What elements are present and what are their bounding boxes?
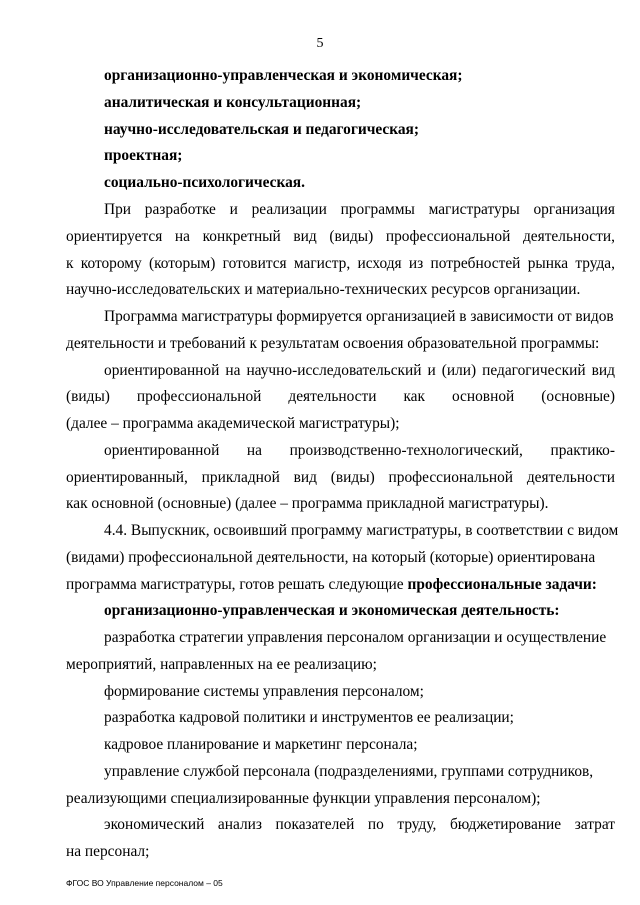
word: вид: [293, 228, 317, 245]
activity-type-3: научно-исследовательская и педагогическая;: [104, 121, 420, 138]
word: производственно-технологический,: [289, 442, 523, 459]
activity-type-5: социально-психологическая.: [104, 174, 305, 191]
word: анализ: [217, 816, 262, 833]
word: рынка: [527, 255, 569, 272]
word: профессиональной: [136, 388, 262, 405]
task-item-continuation: мероприятий, направленных на ее реализацию;: [66, 656, 377, 673]
word: магистр,: [293, 255, 351, 272]
paragraph-line: [66, 254, 615, 274]
word: профессиональной: [388, 469, 514, 486]
word: затрат: [574, 816, 615, 833]
word: деятельности,: [522, 228, 615, 245]
task-item: разработка стратегии управления персоналом организации и осуществление: [104, 629, 607, 646]
paragraph-line: деятельности и требований к результатам освоения образовательной программы:: [66, 335, 600, 352]
word: (виды): [330, 469, 375, 486]
word: магистратуры: [428, 201, 520, 218]
paragraph-line: [66, 227, 615, 247]
paragraph-line: [104, 441, 615, 461]
word: (основные): [541, 388, 615, 405]
word: деятельности: [526, 469, 615, 486]
word: научно-исследовательский: [246, 362, 422, 379]
task-item-continuation: реализующими специализированные функции управления персоналом);: [66, 790, 541, 807]
paragraph-line: [66, 387, 615, 407]
activity-type-2: аналитическая и консультационная;: [104, 94, 362, 111]
word: конкретный: [202, 228, 281, 245]
professional-tasks-label: профессиональные задачи:: [407, 576, 597, 593]
word: на: [225, 362, 241, 379]
word: (виды): [329, 228, 374, 245]
paragraph-line: (видами) профессиональной деятельности, на который (которые) ориентирована: [66, 549, 596, 566]
word: экономический: [104, 816, 205, 833]
word: труда,: [575, 255, 615, 272]
word: организация: [533, 201, 615, 218]
word: При: [104, 201, 132, 218]
word: бюджетирование: [449, 816, 562, 833]
word: профессиональной: [385, 228, 511, 245]
word: на: [246, 442, 262, 459]
paragraph-line: [66, 575, 597, 595]
paragraph-line: [104, 200, 615, 220]
word: и: [229, 201, 238, 218]
word: программы: [340, 201, 415, 218]
word: показателей: [275, 816, 355, 833]
word: ориентированной: [104, 442, 220, 459]
word: которому: [80, 255, 142, 272]
word: исходя: [357, 255, 402, 272]
section-heading: организационно-управленческая и экономическая деятельность:: [104, 602, 560, 619]
word: по: [367, 816, 384, 833]
page-number: 5: [316, 36, 324, 51]
word: основной: [451, 388, 515, 405]
task-item: разработка кадровой политики и инструментов ее реализации;: [104, 709, 514, 726]
word: и: [427, 362, 436, 379]
word: разработке: [144, 201, 216, 218]
word: (или): [441, 362, 477, 379]
word: готовится: [222, 255, 287, 272]
word: ориентированный,: [66, 469, 188, 486]
page-footer: ФГОС ВО Управление персоналом – 05: [66, 878, 223, 888]
paragraph-line: [104, 361, 615, 381]
paragraph-line: Программа магистратуры формируется организацией в зависимости от видов: [104, 308, 614, 325]
word: практико-: [550, 442, 615, 459]
word: ориентированной: [104, 362, 220, 379]
word: потребностей: [430, 255, 521, 272]
task-item: кадровое планирование и маркетинг персонала;: [104, 736, 418, 753]
word: на: [174, 228, 190, 245]
word: деятельности: [288, 388, 377, 405]
paragraph-line: 4.4. Выпускник, освоивший программу магистратуры, в соответствии с видом: [104, 522, 619, 539]
paragraph-line: [66, 468, 615, 488]
word: педагогический: [482, 362, 586, 379]
word: прикладной: [201, 469, 280, 486]
word: из: [408, 255, 424, 272]
word: труду,: [397, 816, 437, 833]
paragraph-line: как основной (основные) (далее – программа прикладной магистратуры).: [66, 495, 549, 512]
paragraph-text: программа магистратуры, готов решать следующие: [66, 576, 408, 593]
activity-type-1: организационно-управленческая и экономическая;: [104, 67, 463, 84]
word: как: [403, 388, 425, 405]
word: (виды): [66, 388, 110, 405]
word: вид: [591, 362, 615, 379]
word: реализации: [251, 201, 327, 218]
paragraph-line: научно-исследовательских и материально-технических ресурсов организации.: [66, 281, 581, 298]
activity-type-4: проектная;: [104, 147, 183, 164]
task-item-continuation: на персонал;: [66, 843, 150, 860]
word: вид: [293, 469, 317, 486]
task-item: [104, 815, 615, 835]
word: (которым): [148, 255, 216, 272]
task-item: управление службой персонала (подразделениями, группами сотрудников,: [104, 763, 594, 780]
word: ориентируется: [66, 228, 163, 245]
task-item: формирование системы управления персоналом;: [104, 683, 424, 700]
word: к: [66, 255, 74, 272]
paragraph-line: (далее – программа академической магистратуры);: [66, 415, 400, 432]
